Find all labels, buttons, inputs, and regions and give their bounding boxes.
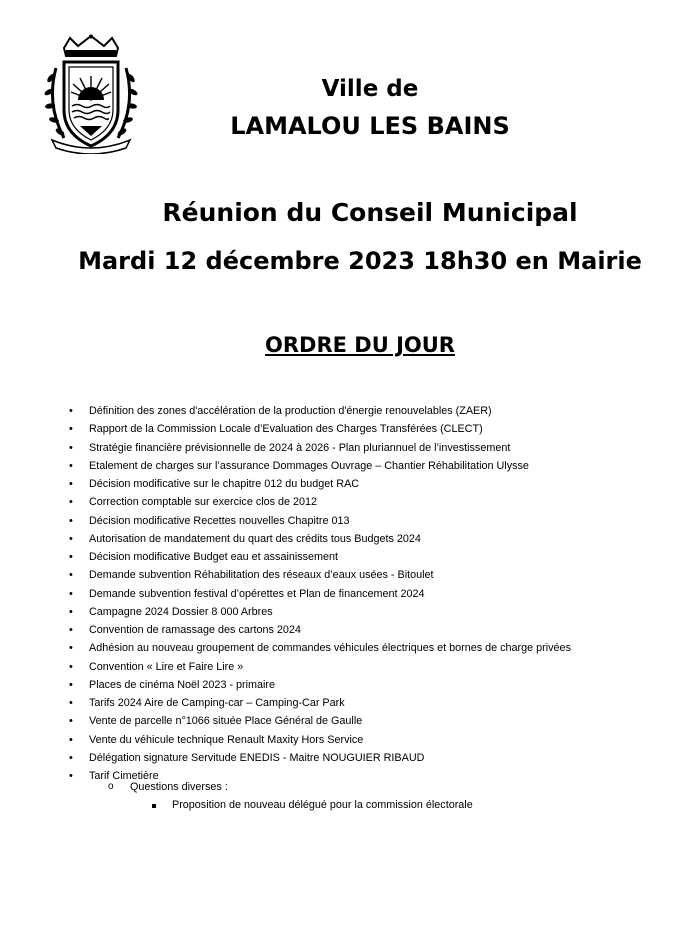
city-label: Ville de xyxy=(321,76,419,102)
agenda-item: • Tarif Cimetière xyxy=(64,767,664,785)
agenda-item: • Délégation signature Servitude ENEDIS - Maitre NOUGUIER RIBAUD xyxy=(64,749,664,767)
agenda-item: • Rapport de la Commission Locale d’Evaluation des Charges Transférées (CLECT) xyxy=(64,420,664,438)
agenda-title: ORDRE DU JOUR xyxy=(265,333,455,357)
agenda-item: • Décision modificative Budget eau et assainissement xyxy=(64,548,664,566)
agenda-item: • Places de cinéma Noël 2023 - primaire xyxy=(64,676,664,694)
agenda-sub-item-label: Questions diverses : xyxy=(130,781,228,793)
agenda-item: • Convention de ramassage des cartons 2024 xyxy=(64,621,664,639)
agenda-item: • Vente du véhicule technique Renault Maxity Hors Service xyxy=(64,731,664,749)
agenda-item: • Correction comptable sur exercice clos de 2012 xyxy=(64,493,664,511)
agenda-sub-sub-item-label: Proposition de nouveau délégué pour la commission électorale xyxy=(172,799,473,811)
meeting-date: Mardi 12 décembre 2023 18h30 en Mairie xyxy=(78,247,642,275)
agenda-item: • Décision modificative Recettes nouvelles Chapitre 013 xyxy=(64,512,664,530)
agenda-item: • Stratégie financière prévisionnelle de 2024 à 2026 - Plan pluriannuel de l’investissement xyxy=(64,439,664,457)
agenda-item: • Tarifs 2024 Aire de Camping-car – Camping-Car Park xyxy=(64,694,664,712)
agenda-item: • Vente de parcelle n°1066 située Place Général de Gaulle xyxy=(64,712,664,730)
agenda-item: • Autorisation de mandatement du quart des crédits tous Budgets 2024 xyxy=(64,530,664,548)
agenda-item: • Etalement de charges sur l’assurance Dommages Ouvrage – Chantier Réhabilitation Ulysse xyxy=(64,457,664,475)
meeting-title: Réunion du Conseil Municipal xyxy=(162,198,578,227)
town-name: LAMALOU LES BAINS xyxy=(230,112,510,140)
hollow-bullet-icon: o xyxy=(108,781,114,792)
agenda-item: • Demande subvention Réhabilitation des réseaux d’eaux usées - Bitoulet xyxy=(64,566,664,584)
agenda-item: • Décision modificative sur le chapitre 012 du budget RAC xyxy=(64,475,664,493)
square-bullet-icon xyxy=(152,804,156,808)
agenda-item: • Adhésion au nouveau groupement de commandes véhicules électriques et bornes de charge privées xyxy=(64,639,664,657)
agenda-list xyxy=(64,402,664,785)
agenda-item: • Campagne 2024 Dossier 8 000 Arbres xyxy=(64,603,664,621)
agenda-item: • Définition des zones d'accélération de la production d'énergie renouvelables (ZAER) xyxy=(64,402,664,420)
agenda-item: • Demande subvention festival d’opérettes et Plan de financement 2024 xyxy=(64,585,664,603)
agenda-item: • Convention « Lire et Faire Lire » xyxy=(64,658,664,676)
